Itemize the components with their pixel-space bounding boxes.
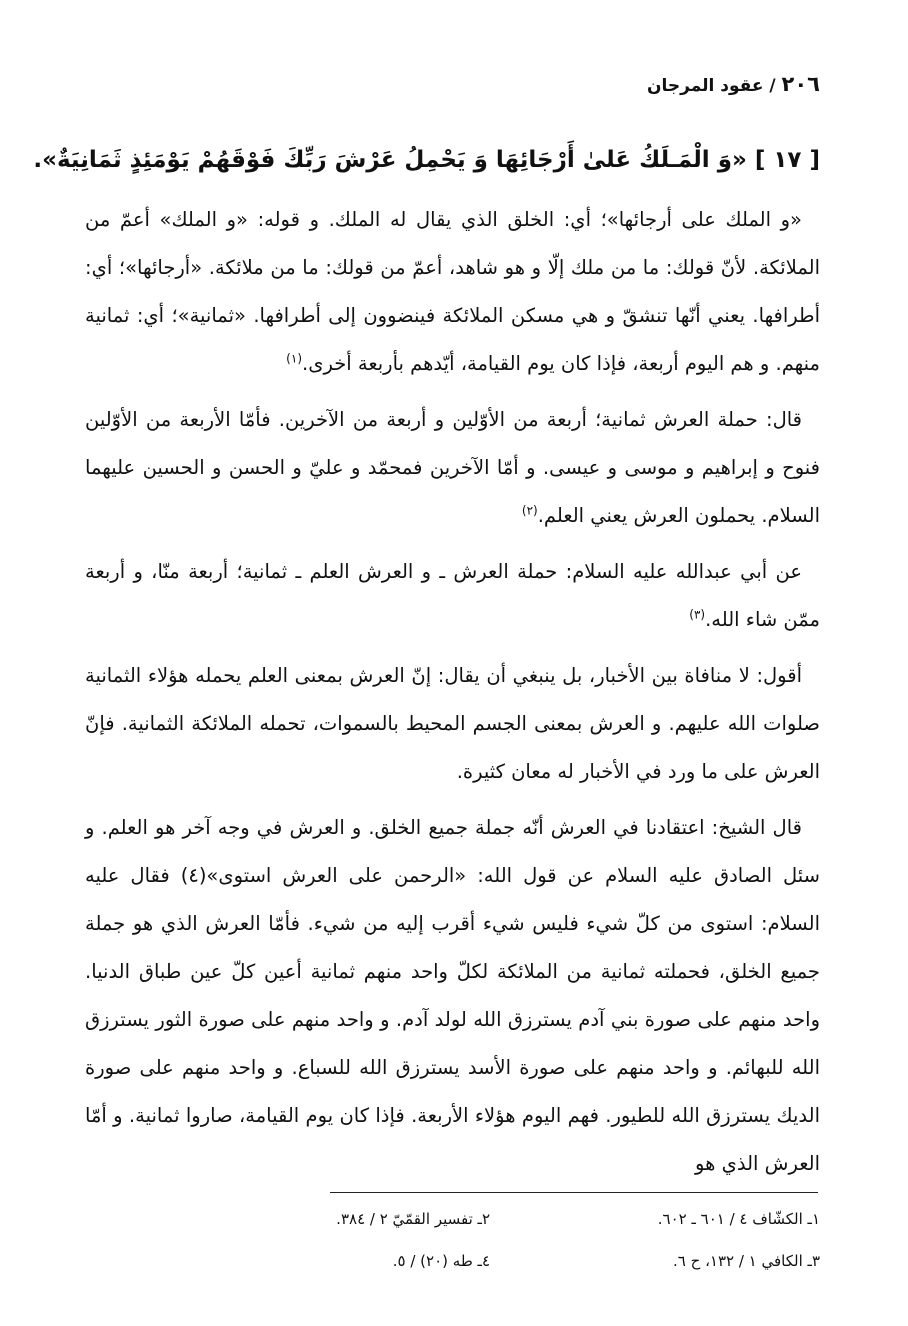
footnote-ref: (٣) <box>689 607 706 622</box>
paragraph-text: قال الشيخ: اعتقادنا في العرش أنّه جملة جميع الخلق. و العرش في وجه آخر هو العلم. و سئل الصادق عليه السلام عن قول الله: «الرحمن على العرش استوى»(٤) فقال عليه السلام: استوى من كلّ شيء فليس شيء أقرب إليه من شيء. فأمّا العرش الذي هو جملة جميع الخلق، فحملته ثمانية من الملائكة لكلّ واحد منهم ثمانية أعين كلّ عين طباق الدنيا. واحد منهم على صورة بني آدم يسترزق الله لولد آدم. و واحد منهم على صورة الثور يسترزق الله للبهائم. و واحد منهم على صورة الأسد يسترزق الله للسباع. و واحد منهم على صورة الديك يسترزق الله للطيور. فهم اليوم هؤلاء الأربعة. فإذا كان يوم القيامة، صاروا ثمانية. و أمّا العرش الذي هو <box>85 816 821 1175</box>
header-separator: / <box>769 76 776 96</box>
paragraph <box>85 396 820 540</box>
paragraph <box>85 196 820 388</box>
paragraph <box>85 652 820 796</box>
footnote: ١ـ الكشّاف ٤ / ٦٠١ ـ ٦٠٢. <box>657 1210 820 1228</box>
paragraph <box>85 548 820 644</box>
footnote-divider <box>330 1192 818 1193</box>
paragraph <box>85 804 820 1188</box>
paragraph-text: عن أبي عبدالله عليه السلام: حملة العرش ـ و العرش العلم ـ ثمانية؛ أربعة منّا، و أربعة ممّن شاء الله. <box>85 560 820 631</box>
body-text <box>85 196 820 1188</box>
footnote: ٢ـ تفسير القمّيّ ٢ / ٣٨٤. <box>336 1210 490 1228</box>
paragraph-text: قال: حملة العرش ثمانية؛ أربعة من الأوّلين و أربعة من الآخرين. فأمّا الأربعة من الأوّلين فنوح و إبراهيم و موسى و عيسى. و أمّا الآخرين فمحمّد و عليّ و الحسن و الحسين عليهما السلام. يحملون العرش يعني العلم. <box>85 408 820 527</box>
paragraph-text: أقول: لا منافاة بين الأخبار، بل ينبغي أن يقال: إنّ العرش بمعنى العلم يحمله هؤلاء الثمانية صلوات الله عليهم. و العرش بمعنى الجسم المحيط بالسموات، تحمله الملائكة الثمانية. فإنّ العرش على ما ورد في الأخبار له معان كثيرة. <box>85 664 820 783</box>
footnote-ref: (٢) <box>521 503 538 518</box>
footnote-ref: (١) <box>286 351 302 366</box>
quranic-verse: [ ١٧ ] «وَ الْمَـلَكُ عَلىٰ أَرْجَائِهَا وَ يَحْمِلُ عَرْشَ رَبِّكَ فَوْقَهُمْ يَوْمَئِذٍ ثَمَانِيَةٌ». <box>33 147 820 173</box>
running-header <box>647 72 820 96</box>
footnote: ٤ـ طه (٢٠) / ٥. <box>392 1252 490 1270</box>
page-number: ٢٠٦ <box>781 72 820 96</box>
book-title: عقود المرجان <box>647 76 764 96</box>
paragraph-text: «و الملك على أرجائها»؛ أي: الخلق الذي يقال له الملك. و قوله: «و الملك» أعمّ من الملائكة. لأنّ قولك: ما من ملك إلّا و هو شاهد، أعمّ من قولك: ما من ملائكة. «أرجائها»؛ أي: أطرافها. يعني أنّها تنشقّ و هي مسكن الملائكة فينضوون إلى أطرافها. «ثمانية»؛ أي: ثمانية منهم. و هم اليوم أربعة، فإذا كان يوم القيامة، أيّدهم بأربعة أخرى. <box>85 208 820 375</box>
footnote: ٣ـ الكافي ١ / ١٣٢، ح ٦. <box>673 1252 820 1270</box>
